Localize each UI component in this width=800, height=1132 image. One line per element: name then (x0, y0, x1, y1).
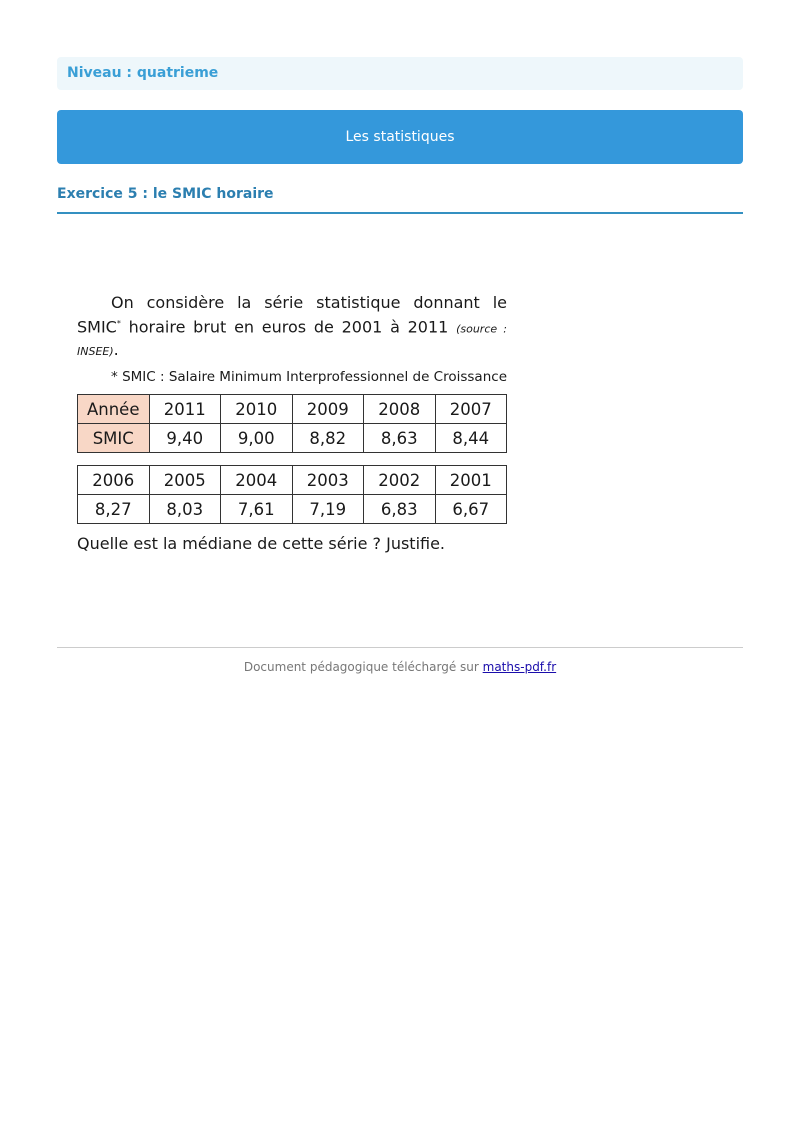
intro-end: . (113, 340, 119, 360)
table-row (78, 466, 507, 495)
footer-link[interactable]: maths-pdf.fr (482, 660, 557, 674)
chapter-banner: Les statistiques (57, 110, 743, 164)
table-cell: 6,83 (364, 495, 436, 524)
table-cell: 2010 (221, 395, 293, 424)
table-cell: 2001 (435, 466, 507, 495)
table-cell: 2002 (364, 466, 436, 495)
table-cell: 8,82 (292, 424, 364, 453)
footer-text: Document pédagogique téléchargé sur (243, 660, 483, 674)
table-cell: 2008 (364, 395, 436, 424)
intro-text-2: horaire brut en euros de 2001 à 2011 (120, 317, 457, 337)
table-row (78, 495, 507, 524)
row-header-year: Année (78, 395, 150, 424)
table-cell: 8,27 (78, 495, 150, 524)
table-cell: 2006 (78, 466, 150, 495)
table-cell: 8,03 (149, 495, 221, 524)
table-cell: 9,40 (149, 424, 221, 453)
smic-table-2011-2007 (77, 394, 507, 453)
exercise-title: Exercice 5 : le SMIC horaire (57, 186, 743, 214)
table-row (78, 395, 507, 424)
table-cell: 2011 (149, 395, 221, 424)
footer (57, 660, 743, 674)
table-row (78, 424, 507, 453)
table-cell: 6,67 (435, 495, 507, 524)
source-note: (source : INSEE) (77, 322, 507, 359)
smic-table-2006-2001 (77, 465, 507, 524)
table-cell: 2004 (221, 466, 293, 495)
exercise-question: Quelle est la médiane de cette série ? Justifie. (77, 534, 446, 554)
footer-divider (57, 647, 743, 648)
row-header-smic: SMIC (78, 424, 150, 453)
table-cell: 8,44 (435, 424, 507, 453)
exercise-intro (77, 292, 507, 362)
intro-text-1: On considère la série statistique donnant le SMIC (77, 293, 507, 337)
table-cell: 7,19 (292, 495, 364, 524)
table-cell: 2007 (435, 395, 507, 424)
exercise-content (77, 292, 507, 553)
level-label: Niveau : quatrieme (57, 57, 743, 90)
table-cell: 9,00 (221, 424, 293, 453)
table-cell: 7,61 (221, 495, 293, 524)
table-cell: 2003 (292, 466, 364, 495)
smic-footnote: * SMIC : Salaire Minimum Interprofessionnel de Croissance (111, 369, 507, 386)
table-cell: 2005 (149, 466, 221, 495)
table-cell: 8,63 (364, 424, 436, 453)
table-cell: 2009 (292, 395, 364, 424)
intro-asterisk: * (116, 319, 121, 328)
